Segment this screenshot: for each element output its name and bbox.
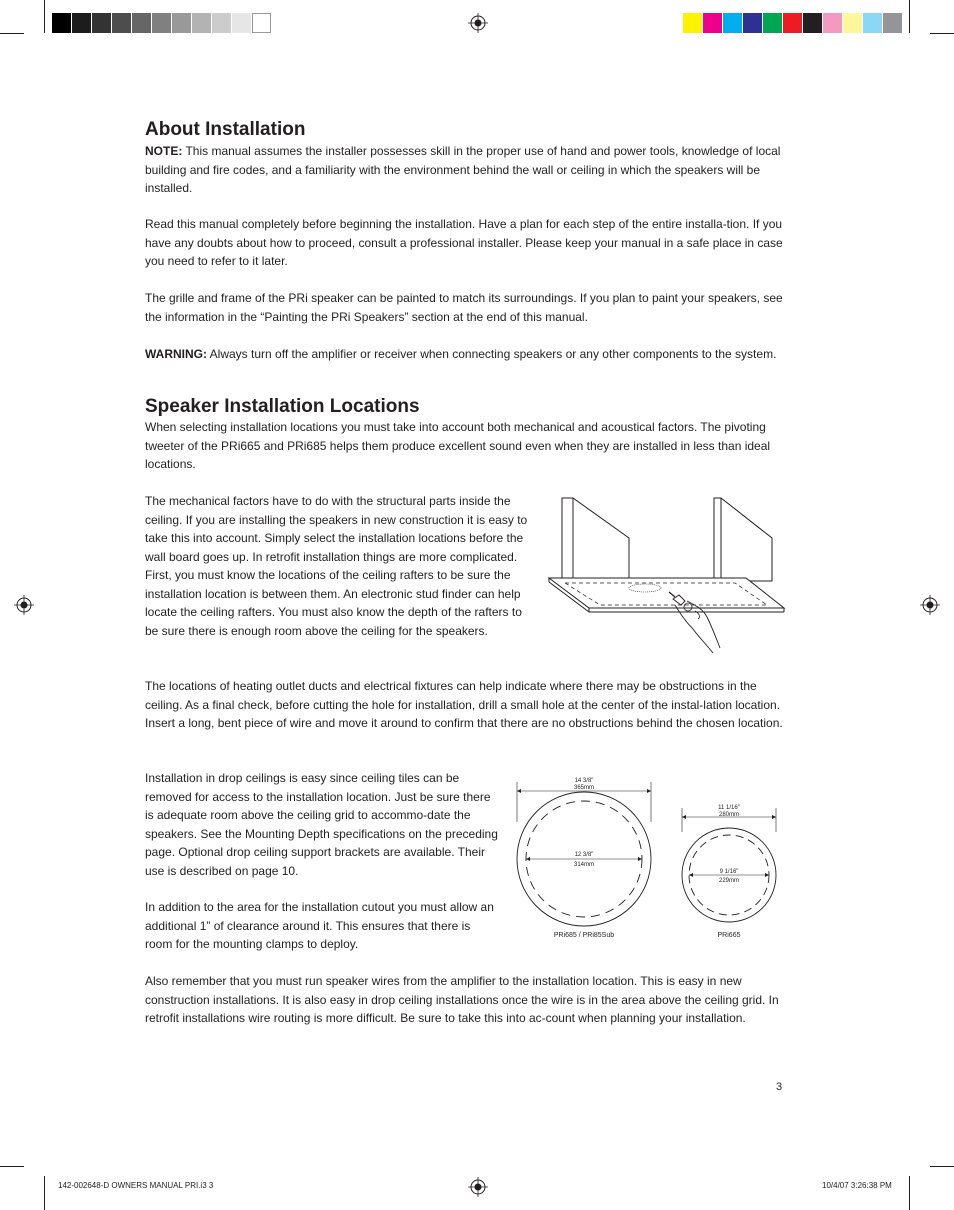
- color-swatch: [863, 13, 882, 33]
- registration-mark-icon: [920, 595, 940, 615]
- color-swatch: [112, 13, 131, 33]
- color-swatch: [72, 13, 91, 33]
- body-paragraph: The locations of heating outlet ducts and electrical fixtures can help indicate where there may be obstructions in the ceiling. As a final check, before cutting the hole for installation, drill a small hole at the center of the instal-lation location. Insert a long, bent piece of wire and move it around to confirm that there are no obstructions behind the chosen location.: [145, 679, 783, 730]
- large-outer-diameter-inches: 14 3/8": [574, 778, 594, 784]
- color-swatch: [172, 13, 191, 33]
- small-inner-diameter-mm: 229mm: [718, 878, 740, 884]
- color-swatch: [52, 13, 71, 33]
- registration-mark-icon: [468, 1177, 488, 1197]
- body-paragraph: The mechanical factors have to do with the structural parts inside the ceiling. If you are installing the speakers in new construction it is easy to take this into account. Simply select the installation locations before the wall board goes up. In retrofit installation things are more complicated. First, you must know the locations of the ceiling rafters to be sure the installation location is between them. An electronic stud finder can help locate the ceiling rafters. You must also know the depth of the rafters to be sure there is enough room above the ceiling for the speakers.: [145, 494, 528, 638]
- small-outer-diameter-inches: 11 1/16": [718, 805, 740, 811]
- warning-text: Always turn off the amplifier or receiver when connecting speakers or any other components to the system.: [207, 347, 777, 361]
- color-swatch: [192, 13, 211, 33]
- print-slug-filename: 142-002648-D OWNERS MANUAL PRI.i3 3: [58, 1181, 214, 1190]
- body-paragraph: When selecting installation locations you must take into account both mechanical and acoustical factors. The pivoting tweeter of the PRi665 and PRi685 helps them produce excellent sound even when they are installed in less than ideal locations.: [145, 420, 771, 471]
- ceiling-rafter-illustration: [545, 493, 790, 663]
- color-swatch: [683, 13, 702, 33]
- body-paragraph: Installation in drop ceilings is easy since ceiling tiles can be removed for access to the installation location. Just be sure there is adequate room above the ceiling grid to accommo-date the speakers. See the Mounting Depth specifications on the preceding page. Optional drop ceiling support brackets are available. Their use is described on page 10.: [145, 771, 498, 878]
- section-heading-about: About Installation: [145, 119, 306, 140]
- color-swatch: [783, 13, 802, 33]
- color-swatch: [212, 13, 231, 33]
- large-inner-diameter-mm: 314mm: [573, 862, 595, 868]
- section-heading-locations: Speaker Installation Locations: [145, 396, 420, 417]
- warning-paragraph: [145, 345, 785, 364]
- color-swatch: [723, 13, 742, 33]
- small-speaker-caption: PRi665: [717, 932, 741, 939]
- color-swatch: [743, 13, 762, 33]
- crop-mark: [0, 1166, 24, 1167]
- body-paragraph: The grille and frame of the PRi speaker can be painted to match its surroundings. If you plan to paint your speakers, see the information in the “Painting the PRi Speakers” section at the end of this manual.: [145, 291, 783, 324]
- color-swatch: [883, 13, 902, 33]
- large-speaker-caption: PRi685 / PRi85Sub: [553, 932, 615, 939]
- print-slug-timestamp: 10/4/07 3:26:38 PM: [822, 1181, 892, 1190]
- warning-label: WARNING:: [145, 347, 207, 361]
- crop-mark: [930, 33, 954, 34]
- large-inner-diameter-inches: 12 3/8": [574, 852, 594, 858]
- body-paragraph: In addition to the area for the installation cutout you must allow an additional 1” of clearance around it. This ensures that there is room for the mounting clamps to deploy.: [145, 900, 494, 951]
- color-swatch: [232, 13, 251, 33]
- color-swatch: [843, 13, 862, 33]
- small-inner-diameter-inches: 9 1/16": [719, 869, 739, 875]
- registration-mark-icon: [468, 13, 488, 33]
- cutout-dimension-diagram: [510, 772, 790, 942]
- note-label: NOTE:: [145, 144, 183, 158]
- color-swatch: [92, 13, 111, 33]
- color-swatch: [763, 13, 782, 33]
- color-swatch: [703, 13, 722, 33]
- color-swatch: [803, 13, 822, 33]
- small-outer-diameter-mm: 280mm: [718, 812, 740, 818]
- crop-mark: [909, 1176, 910, 1210]
- crop-mark: [0, 33, 24, 34]
- body-paragraph: Also remember that you must run speaker wires from the amplifier to the installation location. This is easy in new construction installations. It is also easy in drop ceiling installations once the wire is in the area above the ceiling grid. In retrofit installations wire routing is more difficult. Be sure to take this into ac-count when planning your installation.: [145, 974, 779, 1025]
- page-number: 3: [776, 1081, 783, 1093]
- crop-mark: [909, 0, 910, 33]
- registration-mark-icon: [14, 595, 34, 615]
- crop-mark: [930, 1166, 954, 1167]
- color-swatch: [152, 13, 171, 33]
- body-paragraph: Read this manual completely before beginning the installation. Have a plan for each step of the entire installa-tion. If you have any doubts about how to proceed, consult a professional installer. Please keep your manual in a safe place in case you need to refer to it later.: [145, 217, 783, 268]
- color-swatch: [132, 13, 151, 33]
- color-swatch: [823, 13, 842, 33]
- large-outer-diameter-mm: 365mm: [573, 785, 595, 791]
- crop-mark: [44, 1176, 45, 1210]
- note-text: This manual assumes the installer possesses skill in the proper use of hand and power tools, knowledge of local building and fire codes, and a familiarity with the environment behind the wall or ceiling in which the speakers will be installed.: [145, 144, 781, 195]
- note-paragraph: [145, 142, 785, 198]
- crop-mark: [44, 0, 45, 33]
- color-swatch: [252, 13, 271, 33]
